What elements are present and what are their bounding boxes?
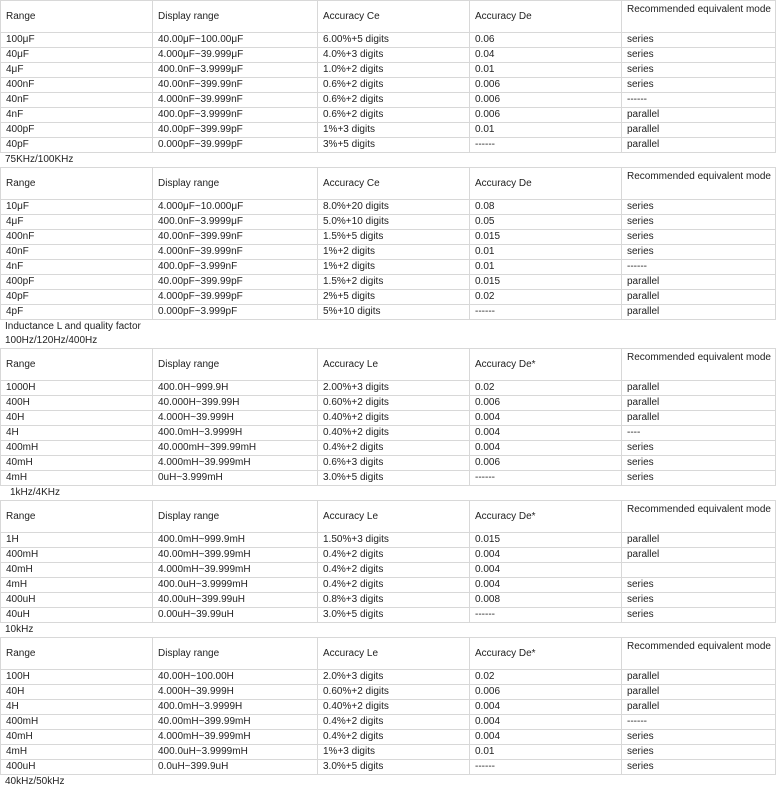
cell-display-range: 40.00mH~399.99mH xyxy=(153,715,318,730)
cell-range: 400pF xyxy=(1,275,153,290)
header-range: Range xyxy=(1,168,153,200)
cell-range: 400uH xyxy=(1,593,153,608)
table-row xyxy=(1,93,776,108)
table-row xyxy=(1,456,776,471)
header-accuracy: Accuracy Ce xyxy=(318,1,470,33)
cell-mode: ------ xyxy=(622,260,776,275)
cell-accuracy: 0.4%+2 digits xyxy=(318,730,470,745)
cell-accuracy-d: 0.01 xyxy=(470,63,622,78)
cell-display-range: 4.000nF~39.999nF xyxy=(153,93,318,108)
table-row xyxy=(1,123,776,138)
cell-display-range: 400.0nF~3.9999μF xyxy=(153,215,318,230)
table-header-row xyxy=(1,349,776,381)
cell-accuracy: 3.0%+5 digits xyxy=(318,760,470,775)
cell-accuracy-d: 0.08 xyxy=(470,200,622,215)
cell-mode: series xyxy=(622,471,776,486)
cell-accuracy: 2.00%+3 digits xyxy=(318,381,470,396)
cell-accuracy-d: 0.004 xyxy=(470,548,622,563)
cell-accuracy: 1.5%+5 digits xyxy=(318,230,470,245)
cell-range: 40uH xyxy=(1,608,153,623)
section-caption: 1kHz/4KHz xyxy=(10,487,61,498)
cell-accuracy: 3.0%+5 digits xyxy=(318,471,470,486)
cell-accuracy: 0.4%+2 digits xyxy=(318,715,470,730)
cell-mode: series xyxy=(622,593,776,608)
cell-display-range: 40.00uH~399.99uH xyxy=(153,593,318,608)
cell-display-range: 4.000pF~39.999pF xyxy=(153,290,318,305)
header-recommended-mode: Recommended equivalent mode xyxy=(622,638,776,670)
cell-accuracy-d: 0.01 xyxy=(470,260,622,275)
cell-display-range: 4.000mH~39.999mH xyxy=(153,730,318,745)
table-row xyxy=(1,108,776,123)
cell-range: 40H xyxy=(1,411,153,426)
cell-accuracy: 0.4%+2 digits xyxy=(318,563,470,578)
cell-display-range: 4.000μF~39.999μF xyxy=(153,48,318,63)
header-display-range: Display range xyxy=(153,168,318,200)
cell-mode: parallel xyxy=(622,670,776,685)
section-caption: 75KHz/100KHz xyxy=(5,154,74,165)
cell-mode: parallel xyxy=(622,396,776,411)
cell-accuracy-d: 0.006 xyxy=(470,456,622,471)
section-caption: 100Hz/120Hz/400Hz xyxy=(5,335,98,346)
cell-accuracy-d: 0.015 xyxy=(470,533,622,548)
cell-accuracy-d: 0.02 xyxy=(470,670,622,685)
cell-range: 4μF xyxy=(1,215,153,230)
cell-accuracy: 5.0%+10 digits xyxy=(318,215,470,230)
cell-display-range: 400.0mH~999.9mH xyxy=(153,533,318,548)
cell-range: 40mH xyxy=(1,563,153,578)
table-row xyxy=(1,608,776,623)
cell-accuracy: 1%+3 digits xyxy=(318,745,470,760)
cell-accuracy: 2.0%+3 digits xyxy=(318,670,470,685)
cell-range: 40μF xyxy=(1,48,153,63)
table-row xyxy=(1,548,776,563)
cell-range: 100μF xyxy=(1,33,153,48)
cell-display-range: 400.0H~999.9H xyxy=(153,381,318,396)
cell-mode: series xyxy=(622,33,776,48)
cell-mode: parallel xyxy=(622,290,776,305)
cell-mode: series xyxy=(622,760,776,775)
cell-accuracy-d: 0.004 xyxy=(470,441,622,456)
cell-accuracy: 0.6%+3 digits xyxy=(318,456,470,471)
cell-mode: parallel xyxy=(622,381,776,396)
cell-range: 4mH xyxy=(1,578,153,593)
table-header-row xyxy=(1,638,776,670)
table-row xyxy=(1,275,776,290)
cell-range: 1H xyxy=(1,533,153,548)
cell-mode: parallel xyxy=(622,411,776,426)
cell-range: 4nF xyxy=(1,260,153,275)
cell-display-range: 4.000H~39.999H xyxy=(153,411,318,426)
cell-accuracy: 0.40%+2 digits xyxy=(318,426,470,441)
header-accuracy: Accuracy Ce xyxy=(318,168,470,200)
cell-mode: series xyxy=(622,230,776,245)
cell-display-range: 40.00nF~399.99nF xyxy=(153,230,318,245)
cell-accuracy-d: 0.04 xyxy=(470,48,622,63)
cell-mode: series xyxy=(622,456,776,471)
cell-display-range: 400.0pF~3.999nF xyxy=(153,260,318,275)
cell-accuracy-d: ------ xyxy=(470,608,622,623)
header-display-range: Display range xyxy=(153,501,318,533)
cell-mode: parallel xyxy=(622,138,776,153)
cell-range: 100H xyxy=(1,670,153,685)
cell-display-range: 0.00uH~39.99uH xyxy=(153,608,318,623)
cell-range: 40mH xyxy=(1,730,153,745)
cell-range: 40pF xyxy=(1,290,153,305)
cell-accuracy-d: 0.004 xyxy=(470,426,622,441)
cell-accuracy-d: ------ xyxy=(470,760,622,775)
cell-accuracy-d: 0.01 xyxy=(470,245,622,260)
table-row xyxy=(1,685,776,700)
header-accuracy-d: Accuracy De xyxy=(470,168,622,200)
cell-range: 400H xyxy=(1,396,153,411)
cell-accuracy: 0.6%+2 digits xyxy=(318,78,470,93)
cell-accuracy-d: 0.015 xyxy=(470,230,622,245)
cell-range: 1000H xyxy=(1,381,153,396)
header-accuracy-d: Accuracy De* xyxy=(470,501,622,533)
cell-accuracy: 0.8%+3 digits xyxy=(318,593,470,608)
table-row xyxy=(1,63,776,78)
table-row xyxy=(1,593,776,608)
cell-mode: series xyxy=(622,200,776,215)
cell-display-range: 0uH~3.999mH xyxy=(153,471,318,486)
cell-range: 400pF xyxy=(1,123,153,138)
cell-mode: series xyxy=(622,245,776,260)
header-accuracy-d: Accuracy De* xyxy=(470,349,622,381)
table-row xyxy=(1,396,776,411)
cell-range: 400mH xyxy=(1,715,153,730)
table-row xyxy=(1,700,776,715)
cell-accuracy: 3%+5 digits xyxy=(318,138,470,153)
cell-accuracy: 0.4%+2 digits xyxy=(318,441,470,456)
table-row xyxy=(1,381,776,396)
cell-range: 4mH xyxy=(1,471,153,486)
cell-mode: parallel xyxy=(622,108,776,123)
cell-display-range: 40.00pF~399.99pF xyxy=(153,275,318,290)
cell-accuracy-d: 0.004 xyxy=(470,411,622,426)
header-accuracy: Accuracy Le xyxy=(318,349,470,381)
cell-accuracy: 0.4%+2 digits xyxy=(318,548,470,563)
cell-range: 400mH xyxy=(1,441,153,456)
cell-mode: series xyxy=(622,78,776,93)
cell-accuracy: 0.6%+2 digits xyxy=(318,93,470,108)
header-recommended-mode: Recommended equivalent mode xyxy=(622,1,776,33)
cell-accuracy: 0.40%+2 digits xyxy=(318,700,470,715)
cell-accuracy: 0.6%+2 digits xyxy=(318,108,470,123)
table-row xyxy=(1,48,776,63)
cell-display-range: 4.000mH~39.999mH xyxy=(153,456,318,471)
cell-range: 400mH xyxy=(1,548,153,563)
header-accuracy: Accuracy Le xyxy=(318,501,470,533)
table-row xyxy=(1,563,776,578)
cell-accuracy: 1%+2 digits xyxy=(318,245,470,260)
cell-accuracy-d: 0.006 xyxy=(470,93,622,108)
cell-accuracy: 4.0%+3 digits xyxy=(318,48,470,63)
cell-accuracy-d: 0.006 xyxy=(470,396,622,411)
cell-accuracy-d: 0.05 xyxy=(470,215,622,230)
table-row xyxy=(1,426,776,441)
cell-display-range: 4.000nF~39.999nF xyxy=(153,245,318,260)
cell-display-range: 40.00H~100.00H xyxy=(153,670,318,685)
cell-accuracy: 8.0%+20 digits xyxy=(318,200,470,215)
header-range: Range xyxy=(1,501,153,533)
table-row xyxy=(1,305,776,320)
cell-range: 4nF xyxy=(1,108,153,123)
cell-mode: parallel xyxy=(622,305,776,320)
cell-accuracy: 0.4%+2 digits xyxy=(318,578,470,593)
spec-table xyxy=(0,0,776,153)
cell-range: 40nF xyxy=(1,93,153,108)
cell-mode: ---- xyxy=(622,426,776,441)
cell-display-range: 400.0uH~3.9999mH xyxy=(153,578,318,593)
cell-mode: series xyxy=(622,63,776,78)
section-caption: Inductance L and quality factor xyxy=(5,321,141,332)
header-accuracy-d: Accuracy De* xyxy=(470,638,622,670)
cell-display-range: 4.000mH~39.999mH xyxy=(153,563,318,578)
cell-accuracy-d: 0.006 xyxy=(470,108,622,123)
cell-display-range: 4.000H~39.999H xyxy=(153,685,318,700)
table-header-row xyxy=(1,168,776,200)
cell-display-range: 400.0nF~3.9999μF xyxy=(153,63,318,78)
cell-accuracy-d: 0.02 xyxy=(470,381,622,396)
cell-range: 10μF xyxy=(1,200,153,215)
table-row xyxy=(1,245,776,260)
cell-range: 4H xyxy=(1,700,153,715)
cell-accuracy-d: 0.004 xyxy=(470,700,622,715)
table-row xyxy=(1,441,776,456)
spec-table xyxy=(0,167,776,320)
cell-accuracy-d: 0.004 xyxy=(470,730,622,745)
cell-accuracy-d: ------ xyxy=(470,305,622,320)
cell-accuracy: 0.40%+2 digits xyxy=(318,411,470,426)
cell-mode: series xyxy=(622,441,776,456)
table-row xyxy=(1,411,776,426)
cell-accuracy: 0.60%+2 digits xyxy=(318,685,470,700)
cell-display-range: 40.00μF~100.00μF xyxy=(153,33,318,48)
header-range: Range xyxy=(1,349,153,381)
cell-mode: series xyxy=(622,48,776,63)
cell-accuracy-d: 0.004 xyxy=(470,578,622,593)
table-row xyxy=(1,200,776,215)
cell-accuracy: 1.0%+2 digits xyxy=(318,63,470,78)
cell-accuracy-d: ------ xyxy=(470,471,622,486)
cell-range: 4mH xyxy=(1,745,153,760)
cell-range: 40nF xyxy=(1,245,153,260)
cell-mode: parallel xyxy=(622,123,776,138)
cell-mode: ------ xyxy=(622,93,776,108)
table-row xyxy=(1,260,776,275)
spec-table xyxy=(0,500,776,623)
cell-accuracy: 1.50%+3 digits xyxy=(318,533,470,548)
cell-accuracy-d: 0.02 xyxy=(470,290,622,305)
cell-accuracy: 0.60%+2 digits xyxy=(318,396,470,411)
cell-range: 4μF xyxy=(1,63,153,78)
cell-display-range: 40.000H~399.99H xyxy=(153,396,318,411)
cell-accuracy-d: 0.008 xyxy=(470,593,622,608)
table-row xyxy=(1,78,776,93)
cell-range: 4H xyxy=(1,426,153,441)
cell-accuracy-d: 0.06 xyxy=(470,33,622,48)
cell-mode: series xyxy=(622,578,776,593)
cell-range: 4pF xyxy=(1,305,153,320)
table-row xyxy=(1,290,776,305)
header-recommended-mode: Recommended equivalent mode xyxy=(622,501,776,533)
cell-accuracy: 2%+5 digits xyxy=(318,290,470,305)
table-row xyxy=(1,33,776,48)
cell-mode: parallel xyxy=(622,533,776,548)
cell-display-range: 4.000μF~10.000μF xyxy=(153,200,318,215)
cell-display-range: 400.0pF~3.9999nF xyxy=(153,108,318,123)
cell-mode: series xyxy=(622,215,776,230)
cell-mode: parallel xyxy=(622,700,776,715)
cell-accuracy-d: 0.004 xyxy=(470,715,622,730)
cell-display-range: 0.000pF~39.999pF xyxy=(153,138,318,153)
table-header-row xyxy=(1,1,776,33)
header-range: Range xyxy=(1,638,153,670)
header-display-range: Display range xyxy=(153,1,318,33)
header-recommended-mode: Recommended equivalent mode xyxy=(622,349,776,381)
header-accuracy: Accuracy Le xyxy=(318,638,470,670)
cell-accuracy-d: 0.006 xyxy=(470,78,622,93)
cell-display-range: 400.0uH~3.9999mH xyxy=(153,745,318,760)
cell-accuracy: 1.5%+2 digits xyxy=(318,275,470,290)
cell-range: 40mH xyxy=(1,456,153,471)
cell-accuracy: 6.00%+5 digits xyxy=(318,33,470,48)
cell-mode: parallel xyxy=(622,275,776,290)
cell-mode: parallel xyxy=(622,685,776,700)
cell-accuracy-d: 0.01 xyxy=(470,745,622,760)
cell-accuracy-d: ------ xyxy=(470,138,622,153)
cell-accuracy-d: 0.015 xyxy=(470,275,622,290)
cell-range: 40H xyxy=(1,685,153,700)
cell-display-range: 0.0uH~399.9uH xyxy=(153,760,318,775)
cell-mode: parallel xyxy=(622,548,776,563)
cell-accuracy-d: 0.004 xyxy=(470,563,622,578)
cell-display-range: 40.00pF~399.99pF xyxy=(153,123,318,138)
cell-mode: series xyxy=(622,608,776,623)
cell-mode xyxy=(622,563,776,578)
spec-table xyxy=(0,637,776,775)
table-row xyxy=(1,578,776,593)
cell-display-range: 0.000pF~3.999pF xyxy=(153,305,318,320)
header-accuracy-d: Accuracy De xyxy=(470,1,622,33)
cell-accuracy-d: 0.006 xyxy=(470,685,622,700)
cell-accuracy: 1%+2 digits xyxy=(318,260,470,275)
header-display-range: Display range xyxy=(153,349,318,381)
cell-accuracy: 5%+10 digits xyxy=(318,305,470,320)
cell-range: 400nF xyxy=(1,230,153,245)
cell-display-range: 40.000mH~399.99mH xyxy=(153,441,318,456)
table-row xyxy=(1,670,776,685)
table-row xyxy=(1,215,776,230)
table-row xyxy=(1,730,776,745)
table-row xyxy=(1,715,776,730)
cell-display-range: 400.0mH~3.9999H xyxy=(153,426,318,441)
cell-mode: series xyxy=(622,730,776,745)
cell-range: 400nF xyxy=(1,78,153,93)
cell-range: 400uH xyxy=(1,760,153,775)
cell-mode: series xyxy=(622,745,776,760)
cell-mode: ------ xyxy=(622,715,776,730)
header-range: Range xyxy=(1,1,153,33)
table-row xyxy=(1,745,776,760)
table-row xyxy=(1,230,776,245)
cell-accuracy-d: 0.01 xyxy=(470,123,622,138)
spec-table xyxy=(0,348,776,486)
cell-accuracy: 3.0%+5 digits xyxy=(318,608,470,623)
header-display-range: Display range xyxy=(153,638,318,670)
table-row xyxy=(1,138,776,153)
section-caption: 10kHz xyxy=(5,624,34,635)
table-row xyxy=(1,471,776,486)
cell-accuracy: 1%+3 digits xyxy=(318,123,470,138)
cell-range: 40pF xyxy=(1,138,153,153)
cell-display-range: 40.00mH~399.99mH xyxy=(153,548,318,563)
table-row xyxy=(1,760,776,775)
cell-display-range: 400.0mH~3.9999H xyxy=(153,700,318,715)
table-row xyxy=(1,533,776,548)
table-header-row xyxy=(1,501,776,533)
header-recommended-mode: Recommended equivalent mode xyxy=(622,168,776,200)
section-caption: 40kHz/50kHz xyxy=(5,776,65,787)
cell-display-range: 40.00nF~399.99nF xyxy=(153,78,318,93)
